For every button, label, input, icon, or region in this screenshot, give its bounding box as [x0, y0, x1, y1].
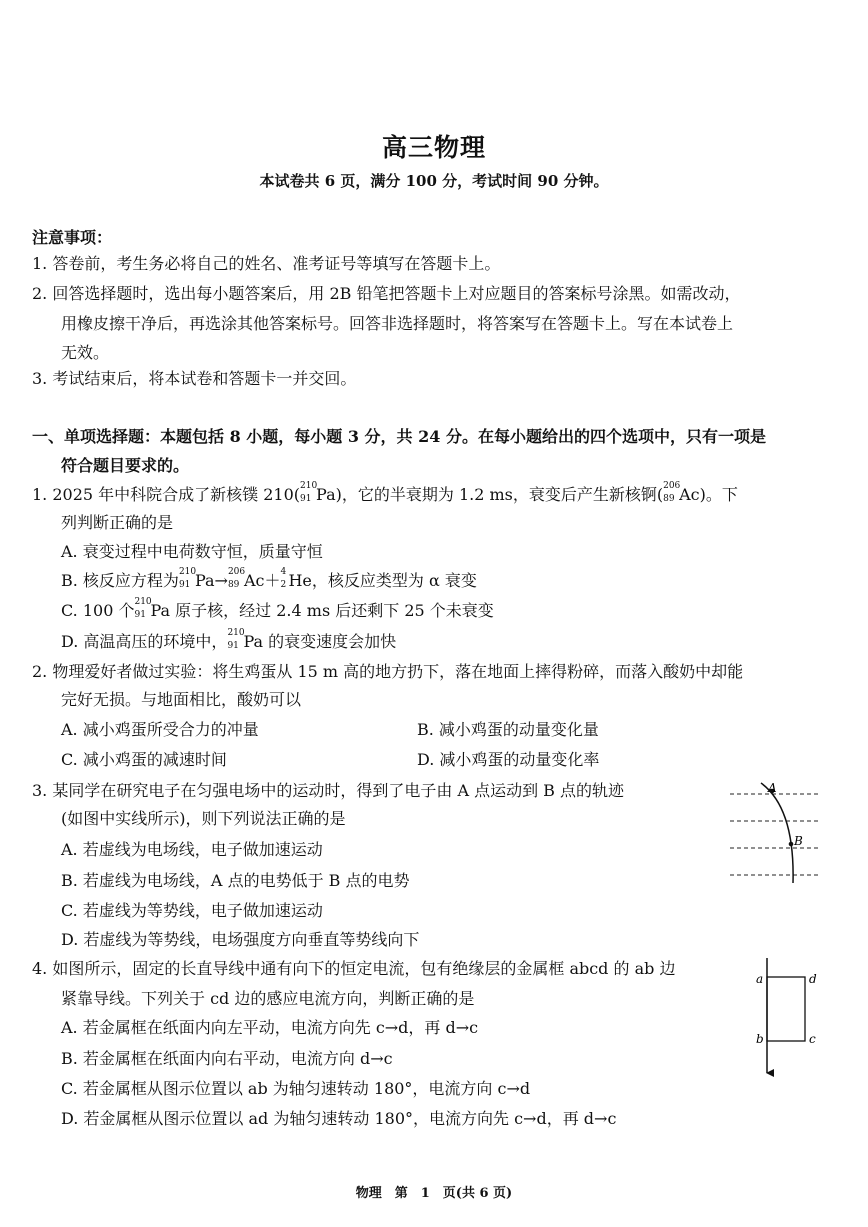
question-4-stem-cont: 紧靠导线。下列关于 cd 边的感应电流方向，判断正确的是 — [61, 989, 475, 1008]
point-a-label: A — [768, 781, 777, 795]
q3-option-a: A. 若虚线为电场线，电子做加速运动 — [61, 840, 323, 859]
page-subtitle: 本试卷共 6 页，满分 100 分，考试时间 90 分钟。 — [259, 172, 609, 190]
q1-text-b: Pa)，它的半衰期为 1.2 ms，衰变后产生新核锕( — [316, 485, 664, 504]
point-b-label: B — [794, 834, 803, 848]
q3-option-d: D. 若虚线为等势线，电场强度方向垂直等势线向下 — [61, 930, 420, 949]
notice-heading: 注意事项： — [32, 228, 113, 247]
q3-option-c: C. 若虚线为等势线，电子做加速运动 — [61, 901, 323, 920]
field-lines — [730, 794, 820, 875]
notice-item-2-cont: 用橡皮擦干净后，再选涂其他答案标号。回答非选择题时，将答案写在答题卡上。写在本试卷上 — [61, 314, 734, 333]
corner-b-label: b — [756, 1032, 764, 1046]
q1-text-c: Ac)。下 — [679, 485, 738, 504]
q1-option-d: D. 高温高压的环境中， 210 91 Pa 的衰变速度会加快 — [61, 628, 397, 651]
notice-item-3: 3. 考试结束后，将本试卷和答题卡一并交回。 — [32, 369, 357, 388]
notice-item-2: 2. 回答选择题时，选出每小题答案后，用 2B 铅笔把答题卡上对应题目的答案标号涂黑。如需改动， — [32, 284, 741, 303]
section-heading: 一、单项选择题：本题包括 8 小题，每小题 3 分，共 24 分。在每小题给出的四个选项中，只有一项是 — [32, 427, 766, 446]
q1-option-a: A. 衰变过程中电荷数守恒，质量守恒 — [61, 542, 323, 561]
trajectory-curve — [761, 783, 793, 883]
nuclide-ac: 206 89 — [663, 481, 681, 504]
q4-wire-frame-figure — [750, 955, 830, 1080]
section-heading-cont: 符合题目要求的。 — [61, 456, 190, 475]
question-2-stem-cont: 完好无损。与地面相比，酸奶可以 — [61, 690, 302, 709]
point-b-marker — [789, 842, 794, 847]
nuclide-pa: 210 91 — [300, 481, 318, 504]
question-3-stem-cont: (如图中实线所示)，则下列说法正确的是 — [61, 809, 346, 828]
q4-option-c: C. 若金属框从图示位置以 ab 为轴匀速转动 180°，电流方向 c→d — [61, 1079, 531, 1098]
question-4-stem: 4. 如图所示，固定的长直导线中通有向下的恒定电流，包有绝缘层的金属框 abcd 的 ab 边 — [32, 959, 676, 978]
question-1-stem-cont: 列判断正确的是 — [61, 513, 174, 532]
corner-a-label: a — [756, 972, 764, 986]
page-footer: 物理 第 1 页(共 6 页) — [355, 1186, 513, 1201]
q2-option-d: D. 减小鸡蛋的动量变化率 — [417, 750, 600, 769]
q4-option-b: B. 若金属框在纸面内向右平动，电流方向 d→c — [61, 1049, 393, 1068]
corner-d-label: d — [809, 972, 817, 986]
question-1-stem — [32, 481, 738, 506]
q1-option-b: B. 核反应方程为 210 91 Pa→ 206 89 Ac＋ 4 2 He，核反应类型为 α 衰变 — [61, 567, 477, 590]
q4-option-d: D. 若金属框从图示位置以 ad 为轴匀速转动 180°，电流方向先 c→d，再 d→c — [61, 1109, 617, 1128]
question-3-stem: 3. 某同学在研究电子在匀强电场中的运动时，得到了电子由 A 点运动到 B 点的轨迹 — [32, 781, 625, 800]
q2-option-b: B. 减小鸡蛋的动量变化量 — [417, 720, 599, 739]
q4-option-a: A. 若金属框在纸面内向左平动，电流方向先 c→d，再 d→c — [61, 1018, 479, 1037]
q1-option-c: C. 100 个 210 91 Pa 原子核，经过 2.4 ms 后还剩下 25 个未衰变 — [61, 597, 494, 620]
question-2-stem: 2. 物理爱好者做过实验：将生鸡蛋从 15 m 高的地方扔下，落在地面上摔得粉碎，而落入酸奶中却能 — [32, 662, 744, 681]
q3-trajectory-figure — [725, 778, 825, 888]
metal-frame-abcd — [767, 977, 805, 1041]
q2-option-c: C. 减小鸡蛋的减速时间 — [61, 750, 227, 769]
q2-option-a: A. 减小鸡蛋所受合力的冲量 — [61, 720, 259, 739]
notice-item-2-cont2: 无效。 — [61, 343, 110, 362]
q1-text-a: 1. 2025 年中科院合成了新核镤 210( — [32, 485, 301, 504]
q3-option-b: B. 若虚线为电场线，A 点的电势低于 B 点的电势 — [61, 871, 410, 890]
page-title: 高三物理 — [381, 133, 486, 162]
notice-item-1: 1. 答卷前，考生务必将自己的姓名、准考证号等填写在答题卡上。 — [32, 254, 501, 273]
corner-c-label: c — [809, 1032, 816, 1046]
